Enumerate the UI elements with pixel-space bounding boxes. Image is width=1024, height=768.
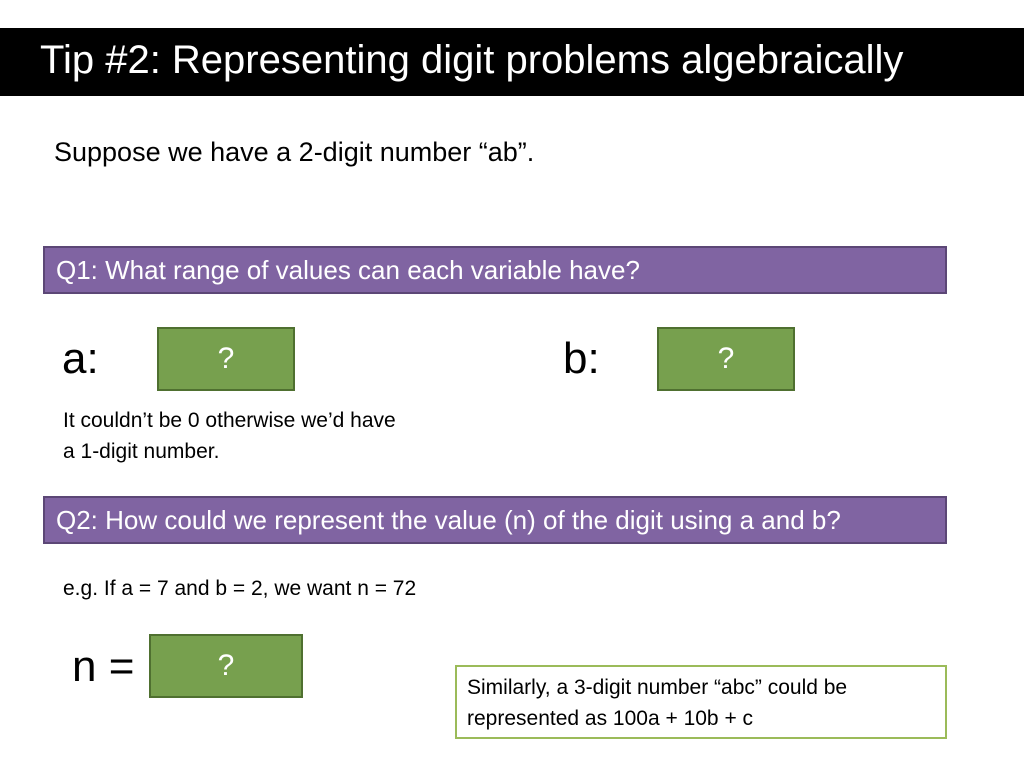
slide-title: Tip #2: Representing digit problems algebraically [40, 38, 904, 82]
similar-note-box [455, 665, 947, 739]
question-1-box: Q1: What range of values can each variable have? [43, 246, 947, 294]
answer-n-button[interactable]: ? [149, 634, 303, 698]
variable-a-label: a: [62, 334, 99, 383]
question-2-box: Q2: How could we represent the value (n) of the digit using a and b? [43, 496, 947, 544]
note-a-line-2: a 1-digit number. [63, 440, 220, 463]
note-a [63, 405, 396, 467]
n-label: n = [72, 642, 135, 691]
variable-b-label: b: [563, 334, 600, 383]
similar-line-1: Similarly, a 3-digit number “abc” could be [467, 676, 848, 699]
note-a-line-1: It couldn’t be 0 otherwise we’d have [63, 409, 396, 432]
answer-b-button[interactable]: ? [657, 327, 795, 391]
similar-line-2: represented as 100a + 10b + c [467, 707, 754, 730]
answer-a-button[interactable]: ? [157, 327, 295, 391]
intro-text: Suppose we have a 2-digit number “ab”. [54, 137, 535, 167]
example-text: e.g. If a = 7 and b = 2, we want n = 72 [63, 577, 417, 600]
